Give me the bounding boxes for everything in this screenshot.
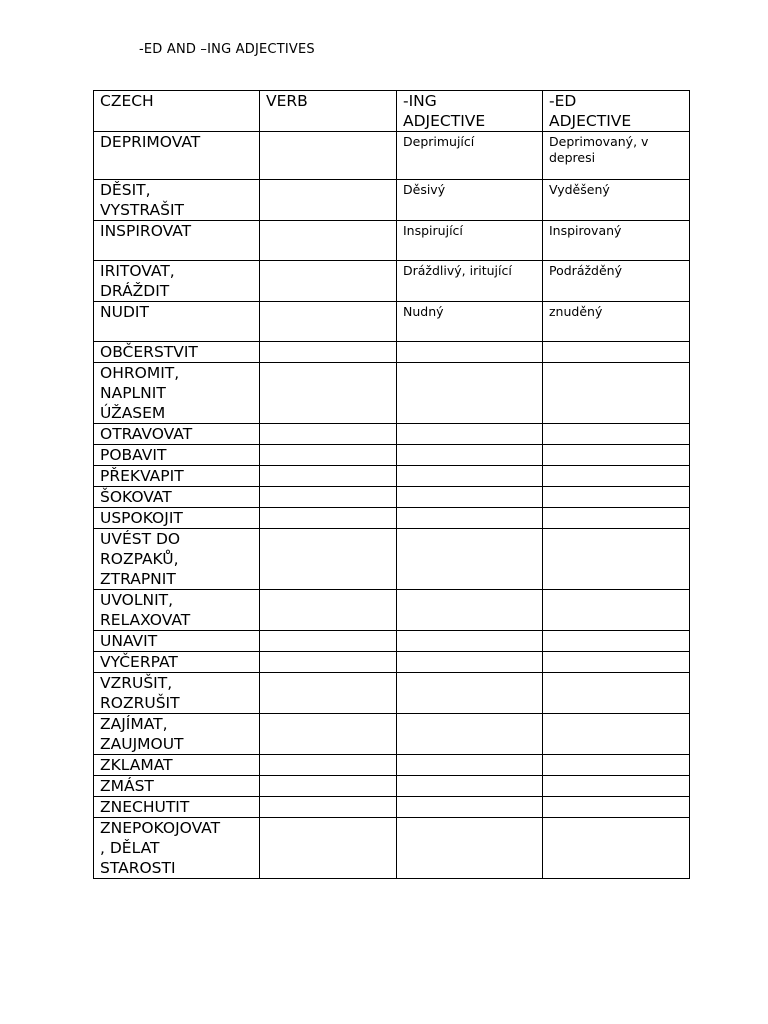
czech-cell: ZAJÍMAT, ZAUJMOUT xyxy=(94,714,260,755)
czech-cell: ZKLAMAT xyxy=(94,755,260,776)
ing-adjective-cell[interactable] xyxy=(397,652,543,673)
ing-adjective-cell[interactable] xyxy=(397,590,543,631)
table-row xyxy=(94,342,690,363)
verb-cell[interactable] xyxy=(260,261,397,302)
czech-cell: OHROMIT, NAPLNIT ÚŽASEM xyxy=(94,363,260,424)
ed-adjective-cell[interactable] xyxy=(543,776,690,797)
table-row xyxy=(94,755,690,776)
ed-adjective-cell[interactable] xyxy=(543,342,690,363)
ed-adjective-cell[interactable] xyxy=(543,631,690,652)
verb-cell[interactable] xyxy=(260,631,397,652)
ed-adjective-cell[interactable] xyxy=(543,652,690,673)
table-row xyxy=(94,363,690,424)
ing-adjective-cell[interactable] xyxy=(397,818,543,879)
table-row xyxy=(94,221,690,261)
czech-cell: POBAVIT xyxy=(94,445,260,466)
ed-adjective-cell[interactable] xyxy=(543,466,690,487)
czech-cell: VZRUŠIT, ROZRUŠIT xyxy=(94,673,260,714)
ing-adjective-cell[interactable] xyxy=(397,776,543,797)
verb-cell[interactable] xyxy=(260,466,397,487)
ed-adjective-cell[interactable]: Deprimovaný, v depresi xyxy=(543,132,690,180)
table-row xyxy=(94,776,690,797)
ing-adjective-cell[interactable] xyxy=(397,487,543,508)
ing-adjective-cell[interactable]: Nudný xyxy=(397,302,543,342)
table-row xyxy=(94,261,690,302)
ing-adjective-cell[interactable] xyxy=(397,755,543,776)
ed-adjective-cell[interactable] xyxy=(543,424,690,445)
table-row xyxy=(94,590,690,631)
czech-cell: USPOKOJIT xyxy=(94,508,260,529)
table-row xyxy=(94,302,690,342)
czech-cell: ZNECHUTIT xyxy=(94,797,260,818)
ed-adjective-cell[interactable] xyxy=(543,818,690,879)
ed-adjective-cell[interactable] xyxy=(543,673,690,714)
verb-cell[interactable] xyxy=(260,590,397,631)
ing-adjective-cell[interactable] xyxy=(397,466,543,487)
ing-adjective-cell[interactable] xyxy=(397,673,543,714)
table-row xyxy=(94,180,690,221)
verb-cell[interactable] xyxy=(260,342,397,363)
table-row xyxy=(94,508,690,529)
table-row xyxy=(94,652,690,673)
czech-cell: UVOLNIT, RELAXOVAT xyxy=(94,590,260,631)
ed-adjective-cell[interactable] xyxy=(543,508,690,529)
ing-adjective-cell[interactable] xyxy=(397,424,543,445)
table-row xyxy=(94,445,690,466)
czech-cell: OTRAVOVAT xyxy=(94,424,260,445)
ing-adjective-cell[interactable] xyxy=(397,363,543,424)
ed-adjective-cell[interactable] xyxy=(543,487,690,508)
czech-cell: NUDIT xyxy=(94,302,260,342)
ed-adjective-cell[interactable]: Podrážděný xyxy=(543,261,690,302)
verb-cell[interactable] xyxy=(260,508,397,529)
ed-adjective-cell[interactable]: Vyděšený xyxy=(543,180,690,221)
ing-adjective-cell[interactable] xyxy=(397,342,543,363)
czech-cell: IRITOVAT, DRÁŽDIT xyxy=(94,261,260,302)
czech-cell: OBČERSTVIT xyxy=(94,342,260,363)
ed-adjective-cell[interactable] xyxy=(543,714,690,755)
table-row xyxy=(94,631,690,652)
verb-cell[interactable] xyxy=(260,363,397,424)
verb-cell[interactable] xyxy=(260,776,397,797)
header-row xyxy=(94,91,690,132)
verb-cell[interactable] xyxy=(260,132,397,180)
ing-adjective-cell[interactable]: Děsivý xyxy=(397,180,543,221)
table-row xyxy=(94,529,690,590)
czech-cell: ZMÁST xyxy=(94,776,260,797)
verb-cell[interactable] xyxy=(260,221,397,261)
table-row xyxy=(94,424,690,445)
czech-cell: PŘEKVAPIT xyxy=(94,466,260,487)
header-ed-adjective: -ED ADJECTIVE xyxy=(543,91,690,132)
ed-adjective-cell[interactable]: znuděný xyxy=(543,302,690,342)
verb-cell[interactable] xyxy=(260,302,397,342)
ed-adjective-cell[interactable]: Inspirovaný xyxy=(543,221,690,261)
ed-adjective-cell[interactable] xyxy=(543,590,690,631)
czech-cell: ŠOKOVAT xyxy=(94,487,260,508)
verb-cell[interactable] xyxy=(260,673,397,714)
ing-adjective-cell[interactable] xyxy=(397,714,543,755)
table-row xyxy=(94,818,690,879)
czech-cell: UNAVIT xyxy=(94,631,260,652)
verb-cell[interactable] xyxy=(260,797,397,818)
ing-adjective-cell[interactable]: Dráždlivý, iritující xyxy=(397,261,543,302)
vocabulary-table xyxy=(93,90,690,879)
czech-cell: ZNEPOKOJOVAT , DĚLAT STAROSTI xyxy=(94,818,260,879)
czech-cell: UVÉST DO ROZPAKŮ, ZTRAPNIT xyxy=(94,529,260,590)
header-czech: CZECH xyxy=(94,91,260,132)
ed-adjective-cell[interactable] xyxy=(543,363,690,424)
ing-adjective-cell[interactable] xyxy=(397,508,543,529)
verb-cell[interactable] xyxy=(260,755,397,776)
czech-cell: INSPIROVAT xyxy=(94,221,260,261)
verb-cell[interactable] xyxy=(260,714,397,755)
ing-adjective-cell[interactable] xyxy=(397,445,543,466)
ing-adjective-cell[interactable] xyxy=(397,631,543,652)
verb-cell[interactable] xyxy=(260,424,397,445)
ing-adjective-cell[interactable]: Deprimující xyxy=(397,132,543,180)
verb-cell[interactable] xyxy=(260,445,397,466)
page-title: -ED AND –ING ADJECTIVES xyxy=(139,42,315,57)
table-row xyxy=(94,714,690,755)
header-ing-adjective: -ING ADJECTIVE xyxy=(397,91,543,132)
verb-cell[interactable] xyxy=(260,652,397,673)
table-row xyxy=(94,466,690,487)
table-row xyxy=(94,132,690,180)
czech-cell: DĚSIT, VYSTRAŠIT xyxy=(94,180,260,221)
table-row xyxy=(94,673,690,714)
verb-cell[interactable] xyxy=(260,818,397,879)
ing-adjective-cell[interactable] xyxy=(397,797,543,818)
table-row xyxy=(94,487,690,508)
czech-cell: VYČERPAT xyxy=(94,652,260,673)
ed-adjective-cell[interactable] xyxy=(543,529,690,590)
ed-adjective-cell[interactable] xyxy=(543,445,690,466)
verb-cell[interactable] xyxy=(260,487,397,508)
header-verb: VERB xyxy=(260,91,397,132)
ing-adjective-cell[interactable] xyxy=(397,529,543,590)
verb-cell[interactable] xyxy=(260,529,397,590)
ed-adjective-cell[interactable] xyxy=(543,797,690,818)
table-row xyxy=(94,797,690,818)
czech-cell: DEPRIMOVAT xyxy=(94,132,260,180)
ed-adjective-cell[interactable] xyxy=(543,755,690,776)
ing-adjective-cell[interactable]: Inspirující xyxy=(397,221,543,261)
verb-cell[interactable] xyxy=(260,180,397,221)
